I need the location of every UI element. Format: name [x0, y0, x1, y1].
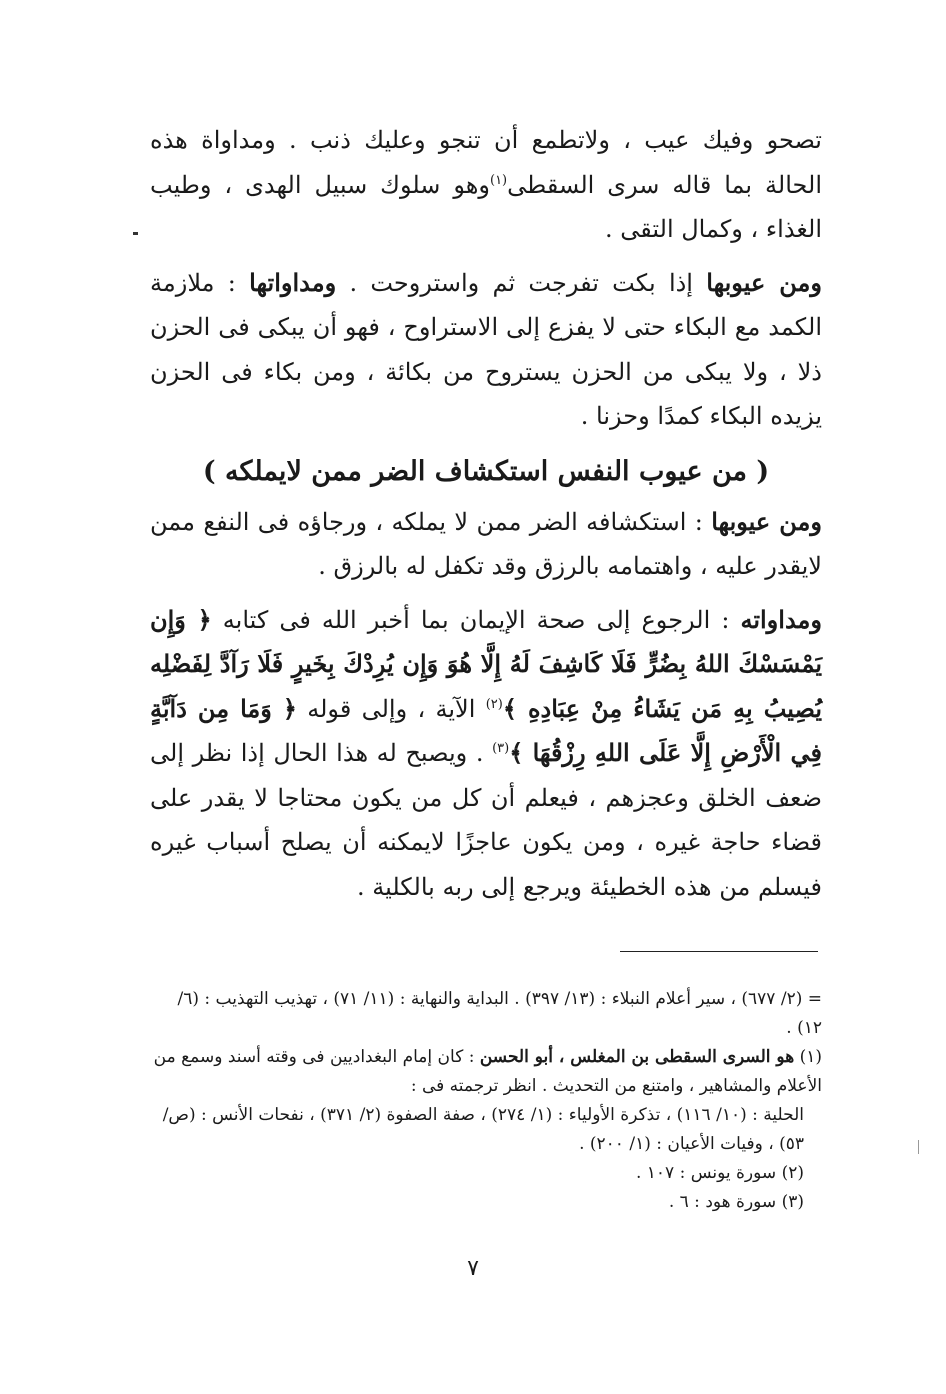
footnote-1	[150, 1043, 822, 1101]
main-text	[150, 118, 822, 918]
quran-quote: ﴿ وَمَا مِن دَآبَّةٍ فِي الْأَرْضِ إِلَّا عَلَى اللهِ رِزْقُهَا ﴾	[150, 693, 823, 767]
quran-quote: ﴿ وَإِن يَمْسَسْكَ اللهُ بِضُرٍّ فَلَا كَاشِفَ لَهُ إِلَّا هُوَ وَإِن يُرِدْكَ بِخَيرٍ فَلَا رَآدَّ لِفَضْلِه يُصِيبُ بِهِ مَن يَشَاءُ مِنْ عِبَادِهِ ﴾	[150, 604, 823, 723]
footnote-name: هو السرى السقطى بن المغلس ، أبو الحسن	[479, 1047, 795, 1067]
paragraph-2	[150, 261, 822, 439]
text: الآية ، وإلى قوله	[296, 694, 486, 723]
paragraph-3	[150, 500, 822, 589]
lead-term: ومن عيوبها	[706, 267, 822, 297]
text: : استكشافه الضر ممن لا يملكه ، ورجاؤه فى النفع ممن لايقدر عليه ، واهتمامه بالرزق وقد تكفل له بالرزق .	[150, 507, 822, 580]
text: إذا بكت تفرجت ثم واستروحت .	[336, 268, 707, 297]
text: وهو سلوك سبيل الهدى ، وطيب الغذاء ، وكمال التقى .	[150, 170, 822, 243]
text: تصحو وفيك عيب ، ولاتطمع أن تنجو وعليك ذنب . ومداواة هذه الحالة بما قاله سرى السقطى	[150, 126, 823, 199]
paragraph-1	[150, 118, 822, 252]
page-number: ٧	[467, 1256, 479, 1281]
footnote-3: (٣) سورة هود : ٦ .	[668, 1192, 804, 1212]
text: : الرجوع إلى صحة الإيمان بما أخبر الله فى كتابه	[211, 605, 741, 634]
footnote-1-references: الحلية : (١٠/ ١١٦) ، تذكرة الأولياء : (١/ ٢٧٤) ، صفة الصفوة (٢/ ٣٧١) ، نفحات الأنس : (ص/ ٥٣) ، وفيات الأعيان : (١/ ٢٠٠) .	[162, 1105, 804, 1154]
lead-term: ومداواتها	[249, 267, 337, 297]
text: . ويصبح له هذا الحال إذا نظر إلى ضعف الخلق وعجزهم ، فيعلم أن كل من يكون محتاجا لا يقدر على قضاء حاجة غيره ، ومن يكون عاجزًا لايمكنه أن يصلح أسباب غيره فيسلم من هذه الخطيئة ويرجع إلى ربه بالكلية .	[150, 739, 823, 901]
paragraph-4	[150, 598, 822, 910]
footnote-number: (١)	[799, 1047, 822, 1067]
footnote-2: (٢) سورة يونس : ١٠٧ .	[635, 1163, 804, 1183]
margin-mark	[918, 1140, 919, 1154]
footnote-ref-2[interactable]: (٢)	[485, 696, 503, 712]
footnote-ref-1[interactable]: (١)	[489, 172, 508, 188]
footnote-ref-3[interactable]: (٣)	[492, 741, 510, 756]
footnote-text: : كان إمام البغداديين فى وقته أسند وسمع من الأعلام والمشاهير ، وامتنع من التحديث . انظر ترجمته فى :	[153, 1047, 822, 1096]
lead-term: ومن عيوبها	[711, 506, 822, 536]
text: : ملازمة الكمد مع البكاء حتى لا يفزع إلى الاستراوح ، فهو أن يبكى فى الحزن ذلا ، ولا يبكى من الحزن يستروح من بكائة ، ومن بكاء فى الحزن يزيده البكاء كمدًا وحزنا .	[150, 268, 823, 430]
footnote-continuation: = (٢/ ٦٧٧) ، سير أعلام النبلاء : (١٣/ ٣٩٧) . البداية والنهاية : (١١/ ٧١) ، تهذيب التهذيب : (٦/ ١٢) .	[177, 989, 822, 1038]
footnote-divider	[620, 951, 818, 952]
section-heading: ( من عيوب النفس استكشاف الضر ممن لايملكه )	[202, 455, 770, 487]
footnotes	[150, 985, 822, 1217]
lead-term: ومداواته	[740, 604, 822, 634]
margin-mark	[133, 232, 138, 235]
